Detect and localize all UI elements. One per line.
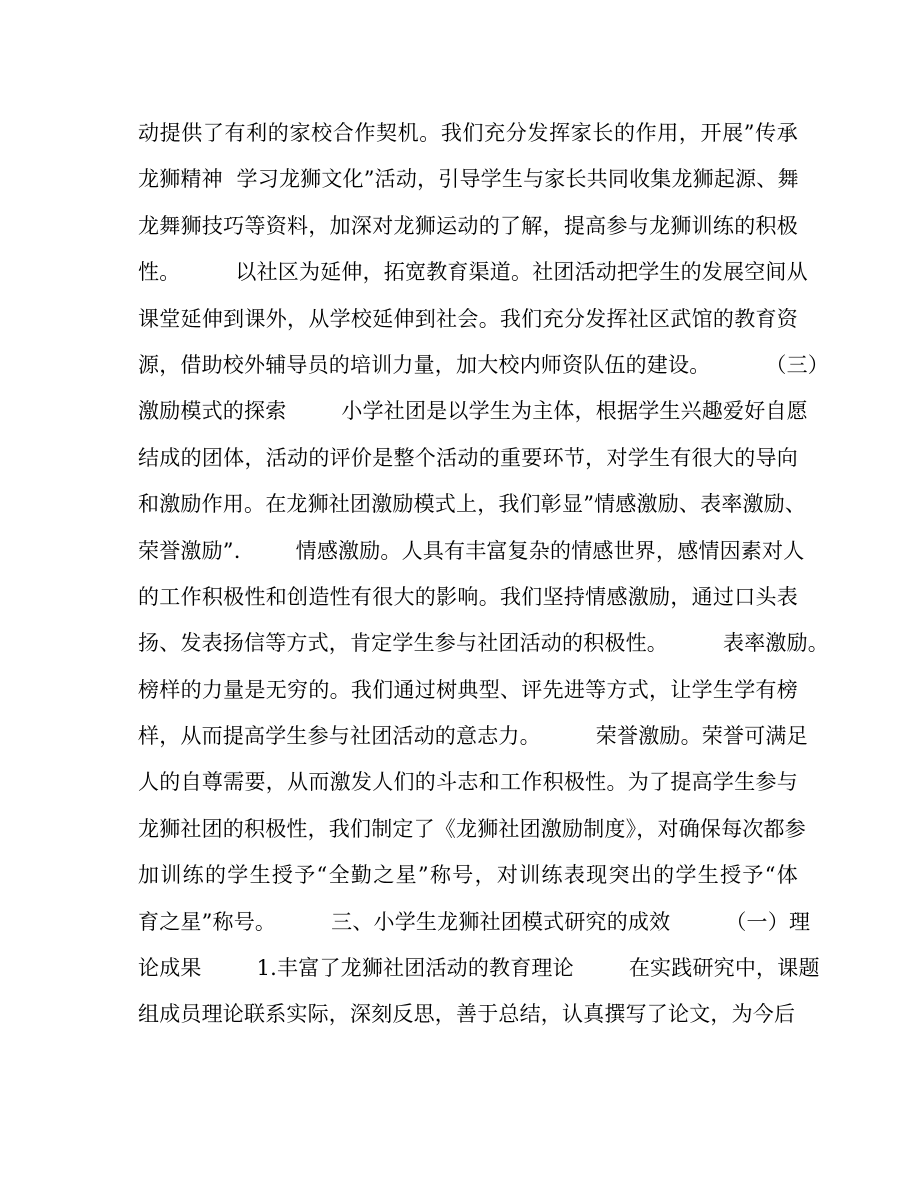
text-line: 龙狮精神 学习龙狮文化”活动，引导学生与家长共同收集龙狮起源、舞	[138, 167, 799, 192]
text-line: 性。 以社区为延伸，拓宽教育渠道。社团活动把学生的发展空间从	[138, 260, 808, 285]
body-text	[138, 110, 829, 1038]
text-line: 和激励作用。在龙狮社团激励模式上，我们彰显”情感激励、表率激励、	[138, 492, 807, 517]
text-line: 激励模式的探索 小学社团是以学生为主体，根据学生兴趣爱好自愿	[138, 399, 808, 424]
text-line: 课堂延伸到课外，从学校延伸到社会。我们充分发挥社区武馆的教育资	[138, 306, 798, 331]
text-line: 源，借助校外辅导员的培训力量，加大校内师资队伍的建设。 （三）	[138, 352, 829, 377]
text-line: 动提供了有利的家校合作契机。我们充分发挥家长的作用，开展”传承	[138, 121, 798, 145]
text-line: 论成果 1.丰富了龙狮社团活动的教育理论 在实践研究中，课题	[138, 956, 820, 981]
text-line: 的工作积极性和创造性有很大的影响。我们坚持情感激励，通过口头表	[138, 584, 798, 609]
text-line: 加训练的学生授予“全勤之星”称号，对训练表现突出的学生授予“体	[138, 863, 798, 888]
text-line: 荣誉激励”. 情感激励。人具有丰富复杂的情感世界，感情因素对人	[138, 538, 805, 563]
text-line: 扬、发表扬信等方式，肯定学生参与社团活动的积极性。 表率激励。	[138, 631, 829, 656]
text-line: 结成的团体，活动的评价是整个活动的重要环节，对学生有很大的导向	[138, 445, 798, 470]
text-line: 样，从而提高学生参与社团活动的意志力。 荣誉激励。荣誉可满足	[138, 724, 808, 749]
text-line: 龙狮社团的积极性，我们制定了《龙狮社团激励制度》，对确保每次都参	[138, 816, 806, 841]
text-line: 人的自尊需要，从而激发人们的斗志和工作积极性。为了提高学生参与	[138, 770, 798, 795]
text-line: 榜样的力量是无穷的。我们通过树典型、评先进等方式，让学生学有榜	[138, 677, 798, 702]
text-line: 育之星”称号。 三、小学生龙狮社团模式研究的成效 （一）理	[138, 909, 811, 934]
text-line: 组成员理论联系实际，深刻反思，善于总结，认真撰写了论文，为今后	[138, 1002, 796, 1027]
text-line: 龙舞狮技巧等资料，加深对龙狮运动的了解，提高参与龙狮训练的积极	[138, 213, 798, 238]
